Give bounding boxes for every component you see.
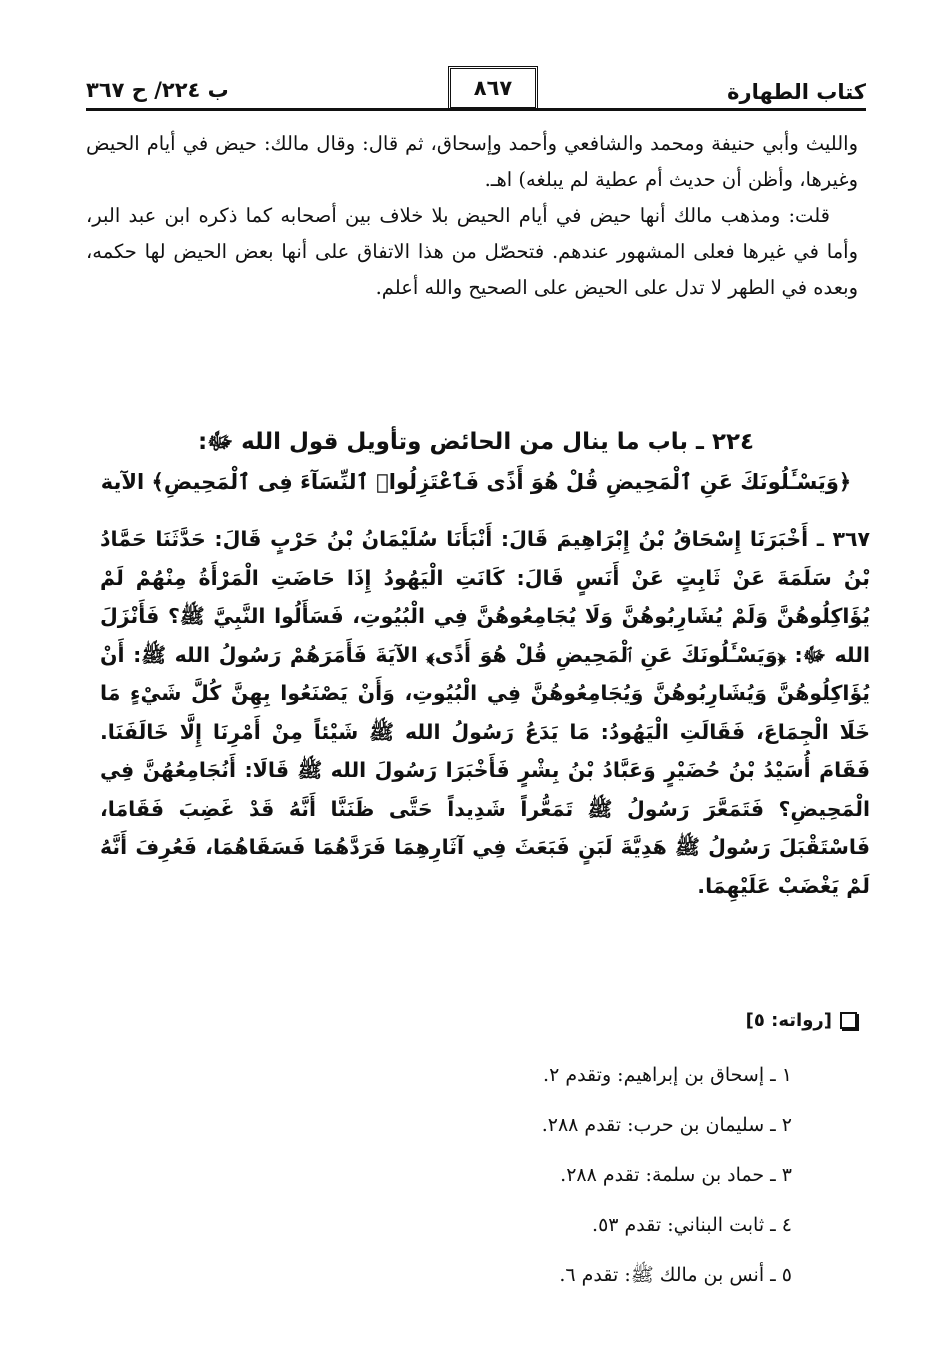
checkbox-square-icon <box>840 1012 857 1029</box>
narrator-item: ٤ ـ ثابت البناني: تقدم ٥٣. <box>592 1214 792 1236</box>
page-header <box>86 66 866 116</box>
narrators-heading <box>746 1010 857 1031</box>
intro-text <box>86 126 858 306</box>
chapter-hadith-reference: ب ٢٢٤/ ح ٣٦٧ <box>86 78 229 102</box>
narrator-item: ٥ ـ أنس بن مالك ﷺ: تقدم ٦. <box>559 1264 792 1286</box>
header-divider <box>86 108 866 111</box>
intro-paragraph-2: قلت: ومذهب مالك أنها حيض في أيام الحيض بلا خلاف بين أصحابه كما ذكره ابن عبد البر، وأما في غيرها فعلى المشهور عندهم. فتحصّل من هذا الاتفاق على أنها بعض الحيض لها حكمه، وبعده في الطهر لا تدل على الحيض على الصحيح والله أعلم. <box>86 204 858 299</box>
narrator-item: ١ ـ إسحاق بن إبراهيم: وتقدم ٢. <box>543 1064 792 1086</box>
chapter-verse: ﴿وَيَسْـَٔلُونَكَ عَنِ ٱلْمَحِيضِ قُلْ هُوَ أَذًى فَٱعْتَزِلُوا۟ ٱلنِّسَآءَ فِى ٱلْمَحِيضِ﴾ الآية <box>100 470 852 494</box>
narrator-item: ٣ ـ حماد بن سلمة: تقدم ٢٨٨. <box>560 1164 792 1186</box>
narrator-item: ٢ ـ سليمان بن حرب: تقدم ٢٨٨. <box>541 1114 792 1136</box>
page-number: ٨٦٧ <box>448 66 538 110</box>
intro-paragraph-1: والليث وأبي حنيفة ومحمد والشافعي وأحمد وإسحاق، ثم قال: وقال مالك: حيض في أيام الحيض وغيرها، وأظن أن حديث أم عطية لم يبلغه) اهـ. <box>86 132 858 191</box>
hadith-text: ٣٦٧ ـ أَخْبَرَنَا إِسْحَاقُ بْنُ إِبْرَاهِيمَ قَالَ: أَنْبَأَنَا سُلَيْمَانُ بْنُ حَرْبٍ قَالَ: حَدَّثَنَا حَمَّادُ بْنُ سَلَمَةَ عَنْ ثَابِتٍ عَنْ أَنَسٍ قَالَ: كَانَتِ الْيَهُودُ إِذَا حَاضَتِ الْمَرْأَةُ مِنْهُمْ لَمْ يُؤَاكِلُوهُنَّ وَلَمْ يُشَارِبُوهُنَّ وَلَا يُجَامِعُوهُنَّ فِي الْبُيُوتِ، فَسَأَلُوا النَّبِيَّ ﷺ؟ فَأَنْزَلَ الله ﷻ: ﴿وَيَسْـَٔلُونَكَ عَنِ ٱلْمَحِيضِ قُلْ هُوَ أَذًى﴾ الآيَةَ فَأَمَرَهُمْ رَسُولُ الله ﷺ: أَنْ يُؤَاكِلُوهُنَّ وَيُشَارِبُوهُنَّ وَيُجَامِعُوهُنَّ فِي الْبُيُوتِ، وَأَنْ يَصْنَعُوا بِهِنَّ كُلَّ شَيْءٍ مَا خَلَا الْجِمَاعَ، فَقَالَتِ الْيَهُودُ: مَا يَدَعُ رَسُولُ الله ﷺ شَيْئاً مِنْ أَمْرِنَا إِلَّا خَالَفَنَا. فَقَامَ أُسَيْدُ بْنُ حُضَيْرٍ وَعَبَّادُ بْنُ بِشْرٍ فَأَخْبَرَا رَسُولَ الله ﷺ قَالَا: أَنُجَامِعُهُنَّ فِي الْمَحِيضِ؟ فَتَمَعَّرَ رَسُولُ ﷺ تَمَعُّراً شَدِيداً حَتَّى ظَنَنَّا أَنَّهُ قَدْ غَضِبَ فَقَامَا، فَاسْتَقْبَلَ رَسُولُ ﷺ هَدِيَّةَ لَبَنٍ فَبَعَثَ فِي آثَارِهِمَا فَرَدَّهُمَا فَسَقَاهُمَا، فَعُرِفَ أَنَّهُ لَمْ يَغْضَبْ عَلَيْهِمَا. <box>100 527 870 898</box>
narrators-list <box>542 1050 792 1300</box>
narrators-heading-label: [رواته: ٥] <box>745 1010 832 1031</box>
book-title: كتاب الطهارة <box>727 80 866 104</box>
chapter-heading <box>86 422 866 502</box>
chapter-title: ٢٢٤ ـ باب ما ينال من الحائض وتأويل قول الله ﷻ: <box>197 429 755 455</box>
